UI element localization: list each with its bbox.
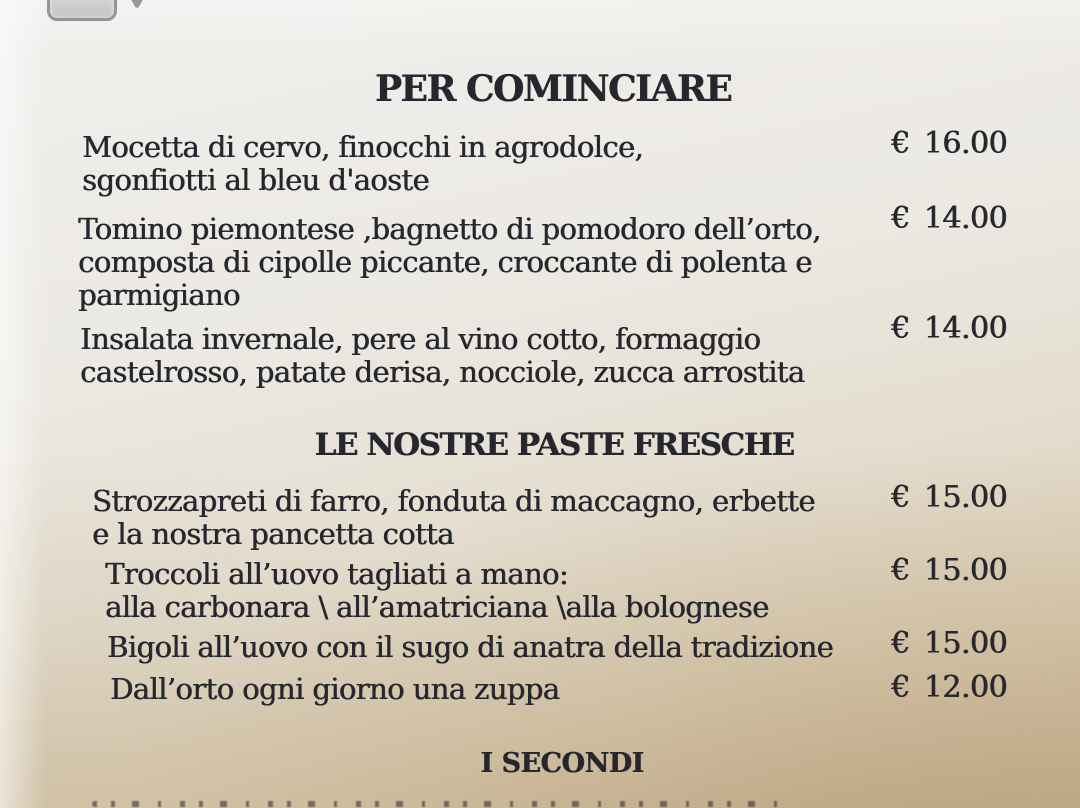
item-line: Dall’orto ogni giorno una zuppa (110, 672, 560, 706)
item-line: e la nostra pancetta cotta (92, 517, 454, 551)
price-amount: 14.00 (923, 311, 1007, 346)
price-amount: 15.00 (923, 480, 1007, 515)
currency-symbol: € (891, 311, 910, 346)
item-line: parmigiano (78, 278, 240, 312)
item-line: Strozzapreti di farro, fonduta di maccagno, erbette (92, 484, 815, 518)
price-amount: 14.00 (923, 201, 1007, 236)
section-title-paste-fresche: LE NOSTRE PASTE FRESCHE (314, 427, 794, 463)
menu-item-mocetta (82, 131, 643, 197)
item-line: Tomino piemontese ,bagnetto di pomodoro dell’orto, (78, 212, 821, 246)
item-price (891, 126, 1007, 161)
item-line: sgonfiotti al bleu d'aoste (82, 163, 429, 197)
currency-symbol: € (891, 553, 910, 588)
currency-symbol: € (891, 626, 910, 661)
item-price (891, 626, 1007, 661)
price-amount: 15.00 (923, 553, 1007, 588)
menu-item-bigoli (107, 631, 833, 664)
currency-symbol: € (891, 670, 910, 705)
price-amount: 15.00 (923, 626, 1007, 661)
menu-item-tomino (78, 213, 821, 312)
menu-item-troccoli (105, 558, 769, 624)
price-amount: 12.00 (923, 670, 1007, 705)
item-price (891, 553, 1007, 588)
currency-symbol: € (891, 201, 910, 236)
rounded-card-icon (47, 0, 117, 21)
price-amount: 16.00 (923, 126, 1007, 161)
item-price (891, 670, 1007, 705)
currency-symbol: € (891, 126, 910, 161)
item-line: Insalata invernale, pere al vino cotto, formaggio (80, 322, 761, 356)
item-line: Bigoli all’uovo con il sugo di anatra della tradizione (107, 630, 834, 664)
item-line: Troccoli all’uovo tagliati a mano: (105, 557, 568, 591)
item-line: Mocetta di cervo, finocchi in agrodolce, (82, 130, 644, 164)
item-line: composta di cipolle piccante, croccante di polenta e (78, 245, 812, 279)
menu-item-strozzapreti (92, 485, 815, 551)
menu-item-insalata (80, 323, 804, 389)
item-price (891, 311, 1007, 346)
currency-symbol: € (891, 480, 910, 515)
item-line: alla carbonara \ all’amatriciana \alla bolognese (105, 590, 769, 624)
fork-icon (124, 0, 150, 16)
cutoff-text-tops (92, 801, 782, 807)
menu-item-zuppa (110, 673, 559, 706)
section-title-i-secondi: I SECONDI (480, 748, 644, 779)
item-line: castelrosso, patate derisa, nocciole, zucca arrostita (80, 355, 805, 389)
item-price (891, 201, 1007, 236)
item-price (891, 480, 1007, 515)
section-title-per-cominciare: PER COMINCIARE (374, 68, 732, 110)
